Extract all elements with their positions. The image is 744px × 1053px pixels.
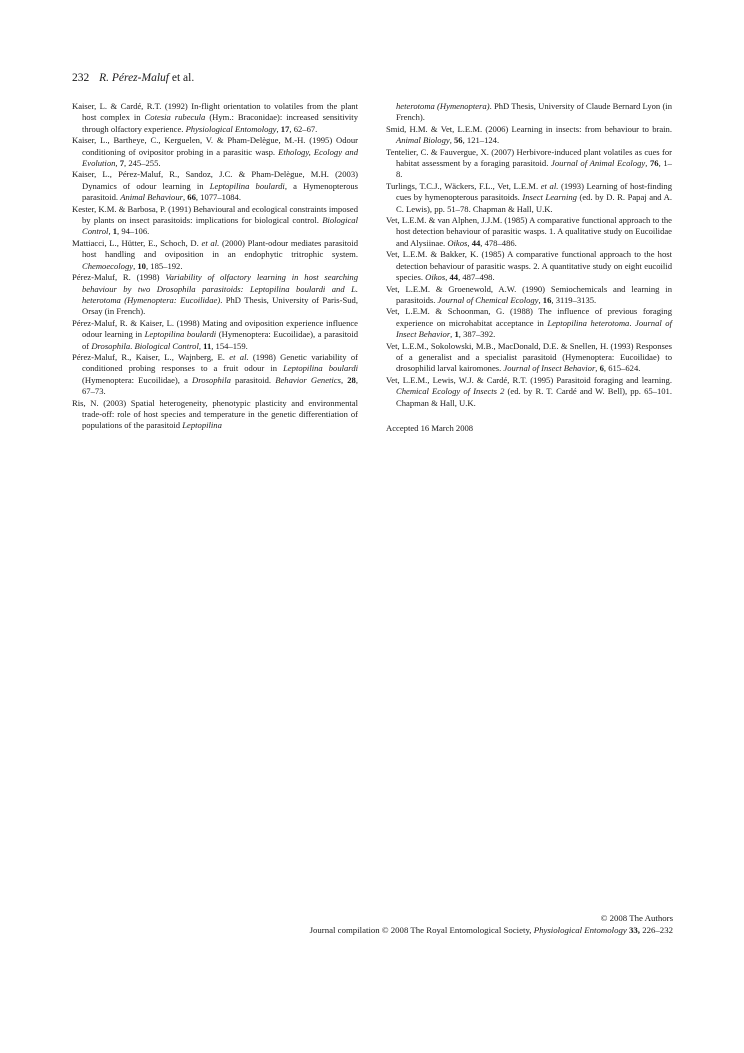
reference-segment: Leptopilina boulardi xyxy=(209,180,285,191)
reference-segment: Kaiser, L., Bartheye, C., Kerguelen, V. & Pham-Delègue, M.-H. (1995) Odour conditioning of ovipositor probing in a parasitic wasp. xyxy=(72,135,358,157)
reference-segment: 7 xyxy=(119,158,125,169)
reference-segment: Pérez-Maluf, R. & Kaiser, L. (1998) Mating and oviposition experience influence odour learning in xyxy=(72,317,358,340)
reference-segment: parasitoid. xyxy=(230,374,276,385)
reference-item xyxy=(72,204,358,238)
reference-segment: , 387–392. xyxy=(458,329,496,340)
reference-segment: , xyxy=(108,226,113,237)
reference-segment: 11 xyxy=(203,340,212,351)
reference-segment: 1 xyxy=(112,226,118,237)
reference-segment: (Hymenoptera: Eucoilidae), a xyxy=(82,374,193,385)
reference-segment: Insect Learning xyxy=(522,192,577,203)
reference-segment: Vet, L.E.M. & Bakker, K. (1985) A comparative functional approach to the host detection behaviour of parasitic wasps. 2. A quantitative study on eight eucoilid species. xyxy=(386,249,672,283)
reference-segment: (ed. by D. R. Papaj and A. C. Lewis), pp. 51–78. Chapman & Hall, U.K. xyxy=(396,192,673,214)
reference-segment: 10 xyxy=(137,260,146,271)
reference-segment: , 615–624. xyxy=(603,363,641,374)
reference-item xyxy=(386,101,672,124)
reference-segment: (Hymenoptera: Eucoilidae), a parasitoid of xyxy=(82,329,359,351)
reference-segment: Vet, L.E.M. & van Alphen, J.J.M. (1985) A comparative functional approach to the host detection behaviour of parasitic wasps. 1. A qualitative study on Eucoilidae and Alysiinae. xyxy=(386,215,672,248)
reference-segment: 66 xyxy=(187,192,196,203)
reference-item xyxy=(72,135,358,169)
reference-segment: , xyxy=(538,294,543,305)
reference-segment: (2000) Plant-odour mediates parasitoid host handling and oviposition in an endophytic tritrophic system. xyxy=(82,237,358,260)
reference-segment: Journal of Insect Behavior xyxy=(396,317,672,340)
references-right-column xyxy=(386,101,672,434)
reference-segment: Cotesia rubecula xyxy=(144,112,206,123)
footer-journal-name: Physiological Entomology xyxy=(533,925,627,936)
reference-segment: , xyxy=(340,374,348,385)
reference-item xyxy=(72,101,358,135)
reference-segment: , xyxy=(449,135,454,146)
reference-segment: , 487–498. xyxy=(458,272,495,283)
reference-segment: et al. xyxy=(540,180,559,191)
reference-segment: , 94–106. xyxy=(117,226,150,237)
references-left-column xyxy=(72,101,358,432)
references-right-list xyxy=(386,101,672,409)
footer-volume: 33, xyxy=(629,925,640,936)
reference-segment: , 121–124. xyxy=(462,135,500,146)
reference-segment: (Hym.: Braconidae): increased sensitivity through olfactory experience. xyxy=(82,112,358,134)
reference-segment: 28 xyxy=(347,374,356,385)
reference-segment: Animal Behaviour xyxy=(120,192,183,203)
reference-segment: 16 xyxy=(542,294,552,305)
reference-segment: Kaiser, L., Pérez-Maluf, R., Sandoz, J.C. & Pham-Delègue, M.H. (2003) Dynamics of odour learning in xyxy=(72,169,358,191)
page-number: 232 xyxy=(72,72,90,84)
reference-segment: , xyxy=(467,237,472,248)
reference-segment: Kaiser, L. & Cardé, R.T. (1992) In-flight orientation to volatiles from the plant host complex in xyxy=(72,101,358,123)
reference-item xyxy=(386,306,672,340)
reference-item xyxy=(72,398,358,432)
footer-copyright: © 2008 The Authors xyxy=(600,913,673,923)
reference-item xyxy=(72,272,358,318)
reference-segment: . PhD Thesis, University of Claude Bernard Lyon (in French). xyxy=(396,101,672,123)
reference-segment: 44 xyxy=(471,237,481,248)
reference-segment: 56 xyxy=(454,135,463,146)
reference-segment: Vet, L.E.M. & Groenewold, A.W. (1990) Semiochemicals and learning in parasitoids. xyxy=(386,283,672,305)
reference-segment: Leptopilina xyxy=(182,420,222,431)
reference-segment: 1 xyxy=(454,329,459,340)
reference-segment: , 3119–3135. xyxy=(551,294,597,305)
reference-segment: , 478–486. xyxy=(480,237,517,248)
running-title-etal: et al. xyxy=(171,72,195,84)
reference-segment: et al. xyxy=(229,351,249,362)
reference-segment: , 185–192. xyxy=(145,260,183,271)
reference-item xyxy=(386,124,672,147)
reference-item xyxy=(72,169,358,203)
reference-segment: , 1–8. xyxy=(396,158,672,180)
reference-segment: Vet, L.E.M., Lewis, W.J. & Cardé, R.T. (1995) Parasitoid foraging and learning. xyxy=(386,374,672,385)
reference-segment: , xyxy=(133,260,138,271)
reference-segment: Biological Control xyxy=(82,215,358,237)
reference-segment: Mattiacci, L., Hütter, E., Schoch, D. xyxy=(72,237,202,248)
reference-item xyxy=(386,181,672,215)
reference-segment: Variability of olfactory learning in host searching behaviour by two Drosophila parasitoids: Leptopilina boulardi and L. heterotoma (Hymenoptera: Eucoilidae) xyxy=(82,272,358,305)
reference-segment: Vet, L.E.M., Sokolowski, M.B., MacDonald, D.E. & Snellen, H. (1993) Responses of a generalist and a specialist parasitoid (Hymenoptera: Eucoilidae) to drosophilid larval kairomones. xyxy=(386,340,672,374)
reference-item xyxy=(386,284,672,307)
reference-segment: Kester, K.M. & Barbosa, P. (1991) Behavioural and ecological constraints imposed by plants on insect parasitoids: implications for biological control. xyxy=(72,203,358,226)
reference-item xyxy=(72,318,358,352)
reference-segment: . xyxy=(629,317,636,328)
footer-journal-line xyxy=(310,924,673,936)
reference-segment: , a Hymenopterous parasitoid. xyxy=(82,180,359,203)
reference-segment: Journal of Animal Ecology xyxy=(551,158,646,169)
reference-segment: Vet, L.E.M. & Schoonman, G. (1988) The influence of previous foraging experience on microhabitat acceptance in xyxy=(386,306,672,328)
reference-segment: Chemoecology xyxy=(82,260,134,271)
reference-segment: Oikos xyxy=(425,272,446,283)
reference-item xyxy=(72,238,358,272)
reference-segment: Oikos xyxy=(447,237,468,248)
reference-segment: Drosophila xyxy=(91,340,131,351)
reference-segment: Leptopilina boulardi xyxy=(144,329,217,340)
reference-item xyxy=(386,341,672,375)
reference-segment: (1993) Learning of host-finding cues by hymenopterous parasitoids. xyxy=(396,180,672,203)
reference-item xyxy=(386,375,672,409)
reference-segment: 17 xyxy=(280,123,290,134)
reference-segment: Ris, N. (2003) Spatial heterogeneity, phenotypic plasticity and environmental trade-off: role of host species and temperature in the genetic differentiation of populations of the parasitoid xyxy=(72,397,358,431)
reference-item xyxy=(386,249,672,283)
reference-segment: Pérez-Maluf, R., Kaiser, L., Wajnberg, E. xyxy=(72,351,230,362)
reference-segment: , xyxy=(182,192,188,203)
reference-segment: 6 xyxy=(599,363,604,374)
reference-segment: Turlings, T.C.J., Wäckers, F.L., Vet, L.E.M. xyxy=(386,180,541,191)
reference-segment: , 1077–1084. xyxy=(195,192,241,203)
reference-item xyxy=(386,215,672,249)
reference-segment: Journal of Chemical Ecology xyxy=(437,294,539,305)
reference-segment: Animal Biology xyxy=(396,135,450,146)
running-header xyxy=(72,72,194,84)
reference-segment: Leptopilina boulardi xyxy=(283,363,359,374)
reference-segment: . xyxy=(130,340,135,351)
reference-segment: Leptopilina heterotoma xyxy=(547,317,630,328)
reference-segment: (ed. by R. T. Cardé and W. Bell), pp. 65–101. Chapman & Hall, U.K. xyxy=(396,386,673,408)
reference-segment: , 154–159. xyxy=(211,340,248,351)
reference-segment: Chemical Ecology of Insects 2 xyxy=(396,386,505,397)
reference-segment: , xyxy=(115,158,120,169)
reference-segment: Ethology, Ecology and Evolution xyxy=(82,146,359,169)
reference-segment: Journal of Insect Behavior xyxy=(503,363,596,374)
reference-segment: Tentelier, C. & Fauvergue, X. (2007) Herbivore-induced plant volatiles as cues for habitat assessment by a foraging parasitoid. xyxy=(386,146,672,169)
reference-segment: 44 xyxy=(449,272,459,283)
page-footer xyxy=(310,912,673,937)
reference-segment: et al. xyxy=(201,237,220,248)
reference-segment: Behavior Genetics xyxy=(275,374,341,385)
reference-segment: , xyxy=(645,158,650,169)
reference-segment: , xyxy=(198,340,204,351)
reference-segment: . PhD Thesis, University of Paris-Sud, Orsay (in French). xyxy=(82,294,358,317)
accepted-date: Accepted 16 March 2008 xyxy=(386,422,474,433)
reference-segment: , 67–73. xyxy=(82,374,358,397)
reference-segment: Biological Control xyxy=(134,340,199,351)
reference-segment: Pérez-Maluf, R. (1998) xyxy=(72,272,166,283)
reference-segment: (1998) Genetic variability of conditioned probing responses to a fruit odour in xyxy=(82,351,358,374)
reference-item xyxy=(386,147,672,181)
reference-segment: Physiological Entomology xyxy=(185,123,277,134)
reference-segment: , xyxy=(276,123,281,134)
reference-segment: , 62–67. xyxy=(289,123,318,134)
running-title-author: R. Pérez-Maluf xyxy=(99,72,169,84)
reference-segment: Smid, H.M. & Vet, L.E.M. (2006) Learning in insects: from behaviour to brain. xyxy=(386,123,672,134)
reference-item xyxy=(72,352,358,398)
footer-pages: 226–232 xyxy=(640,925,673,936)
reference-segment: , xyxy=(595,363,600,374)
footer-compilation: Journal compilation © 2008 The Royal Entomological Society, xyxy=(309,925,534,936)
reference-segment: , 245–255. xyxy=(124,158,161,169)
reference-segment: heterotoma (Hymenoptera) xyxy=(396,101,490,111)
reference-segment: Drosophila xyxy=(192,374,231,385)
reference-segment: 76 xyxy=(650,158,659,169)
reference-segment: , xyxy=(445,272,450,283)
reference-segment: , xyxy=(450,329,455,340)
